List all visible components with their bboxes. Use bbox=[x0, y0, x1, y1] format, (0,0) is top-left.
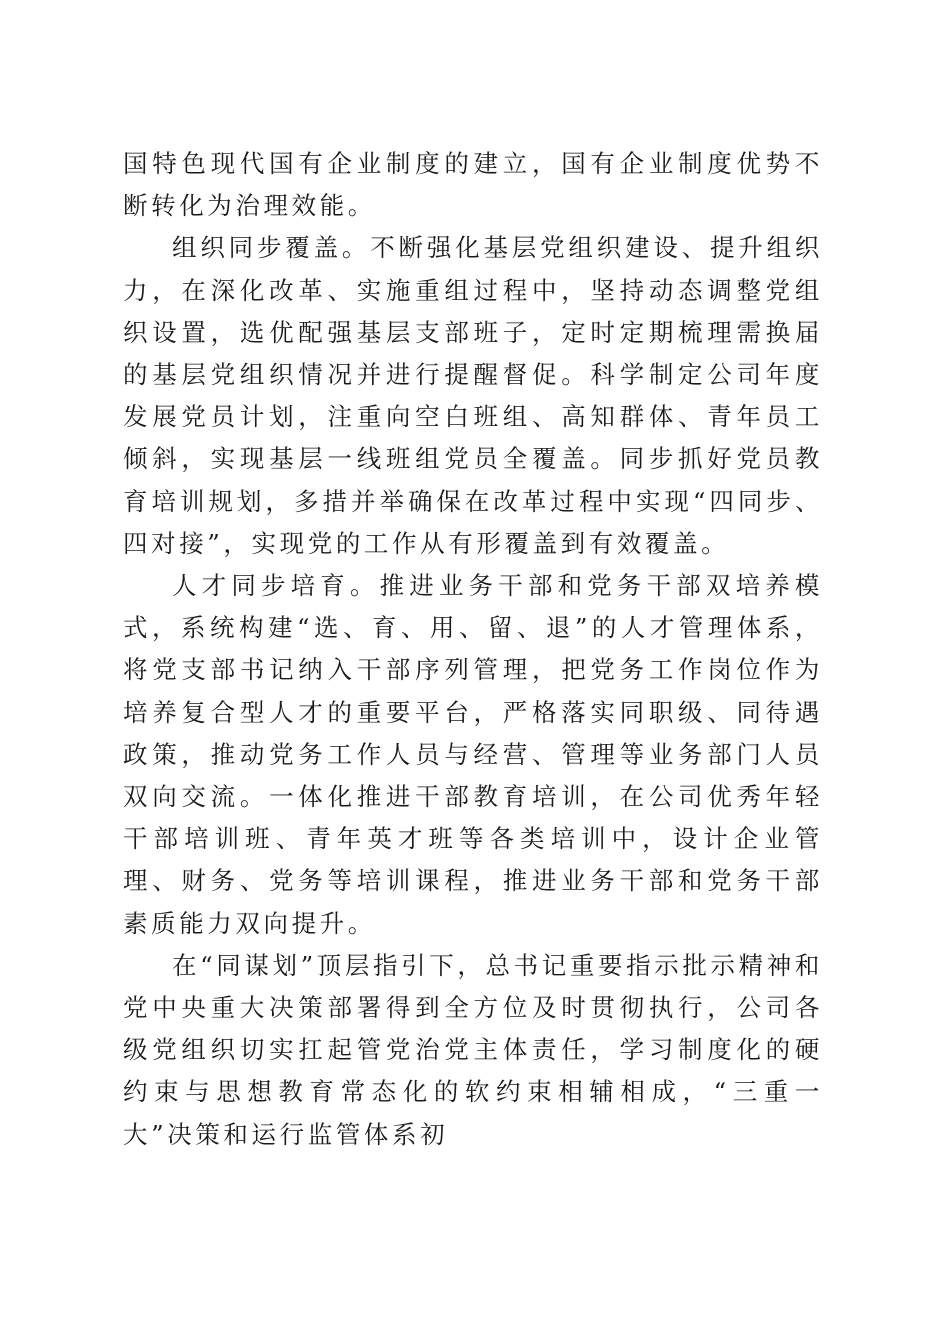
document-page bbox=[123, 143, 823, 1156]
paragraph-organization-coverage: 组织同步覆盖。不断强化基层党组织建设、提升组织力，在深化改革、实施重组过程中，坚持动态调整党组织设置，选优配强基层支部班子，定时定期梳理需换届的基层党组织情况并进行提醒督促。科学制定公司年度发展党员计划，注重向空白班组、高知群体、青年员工倾斜，实现基层一线班组党员全覆盖。同步抓好党员教育培训规划，多措并举确保在改革过程中实现“四同步、四对接”，实现党的工作从有形覆盖到有效覆盖。 bbox=[123, 233, 823, 558]
paragraph-top-level-planning: 在“同谋划”顶层指引下，总书记重要指示批示精神和党中央重大决策部署得到全方位及时贯彻执行，公司各级党组织切实扛起管党治党主体责任，学习制度化的硬约束与思想教育常态化的软约束相辅相成，“三重一大”决策和运行监管体系初 bbox=[123, 950, 823, 1149]
paragraph-continuation: 国特色现代国有企业制度的建立，国有企业制度优势不断转化为治理效能。 bbox=[123, 149, 823, 221]
paragraph-talent-cultivation: 人才同步培育。推进业务干部和党务干部双培养模式，系统构建“选、育、用、留、退”的人才管理体系，将党支部书记纳入干部序列管理，把党务工作岗位作为培养复合型人才的重要平台，严格落实同职级、同待遇政策，推动党务工作人员与经营、管理等业务部门人员双向交流。一体化推进干部教育培训，在公司优秀年轻干部培训班、青年英才班等各类培训中，设计企业管理、财务、党务等培训课程，推进业务干部和党务干部素质能力双向提升。 bbox=[123, 571, 823, 938]
